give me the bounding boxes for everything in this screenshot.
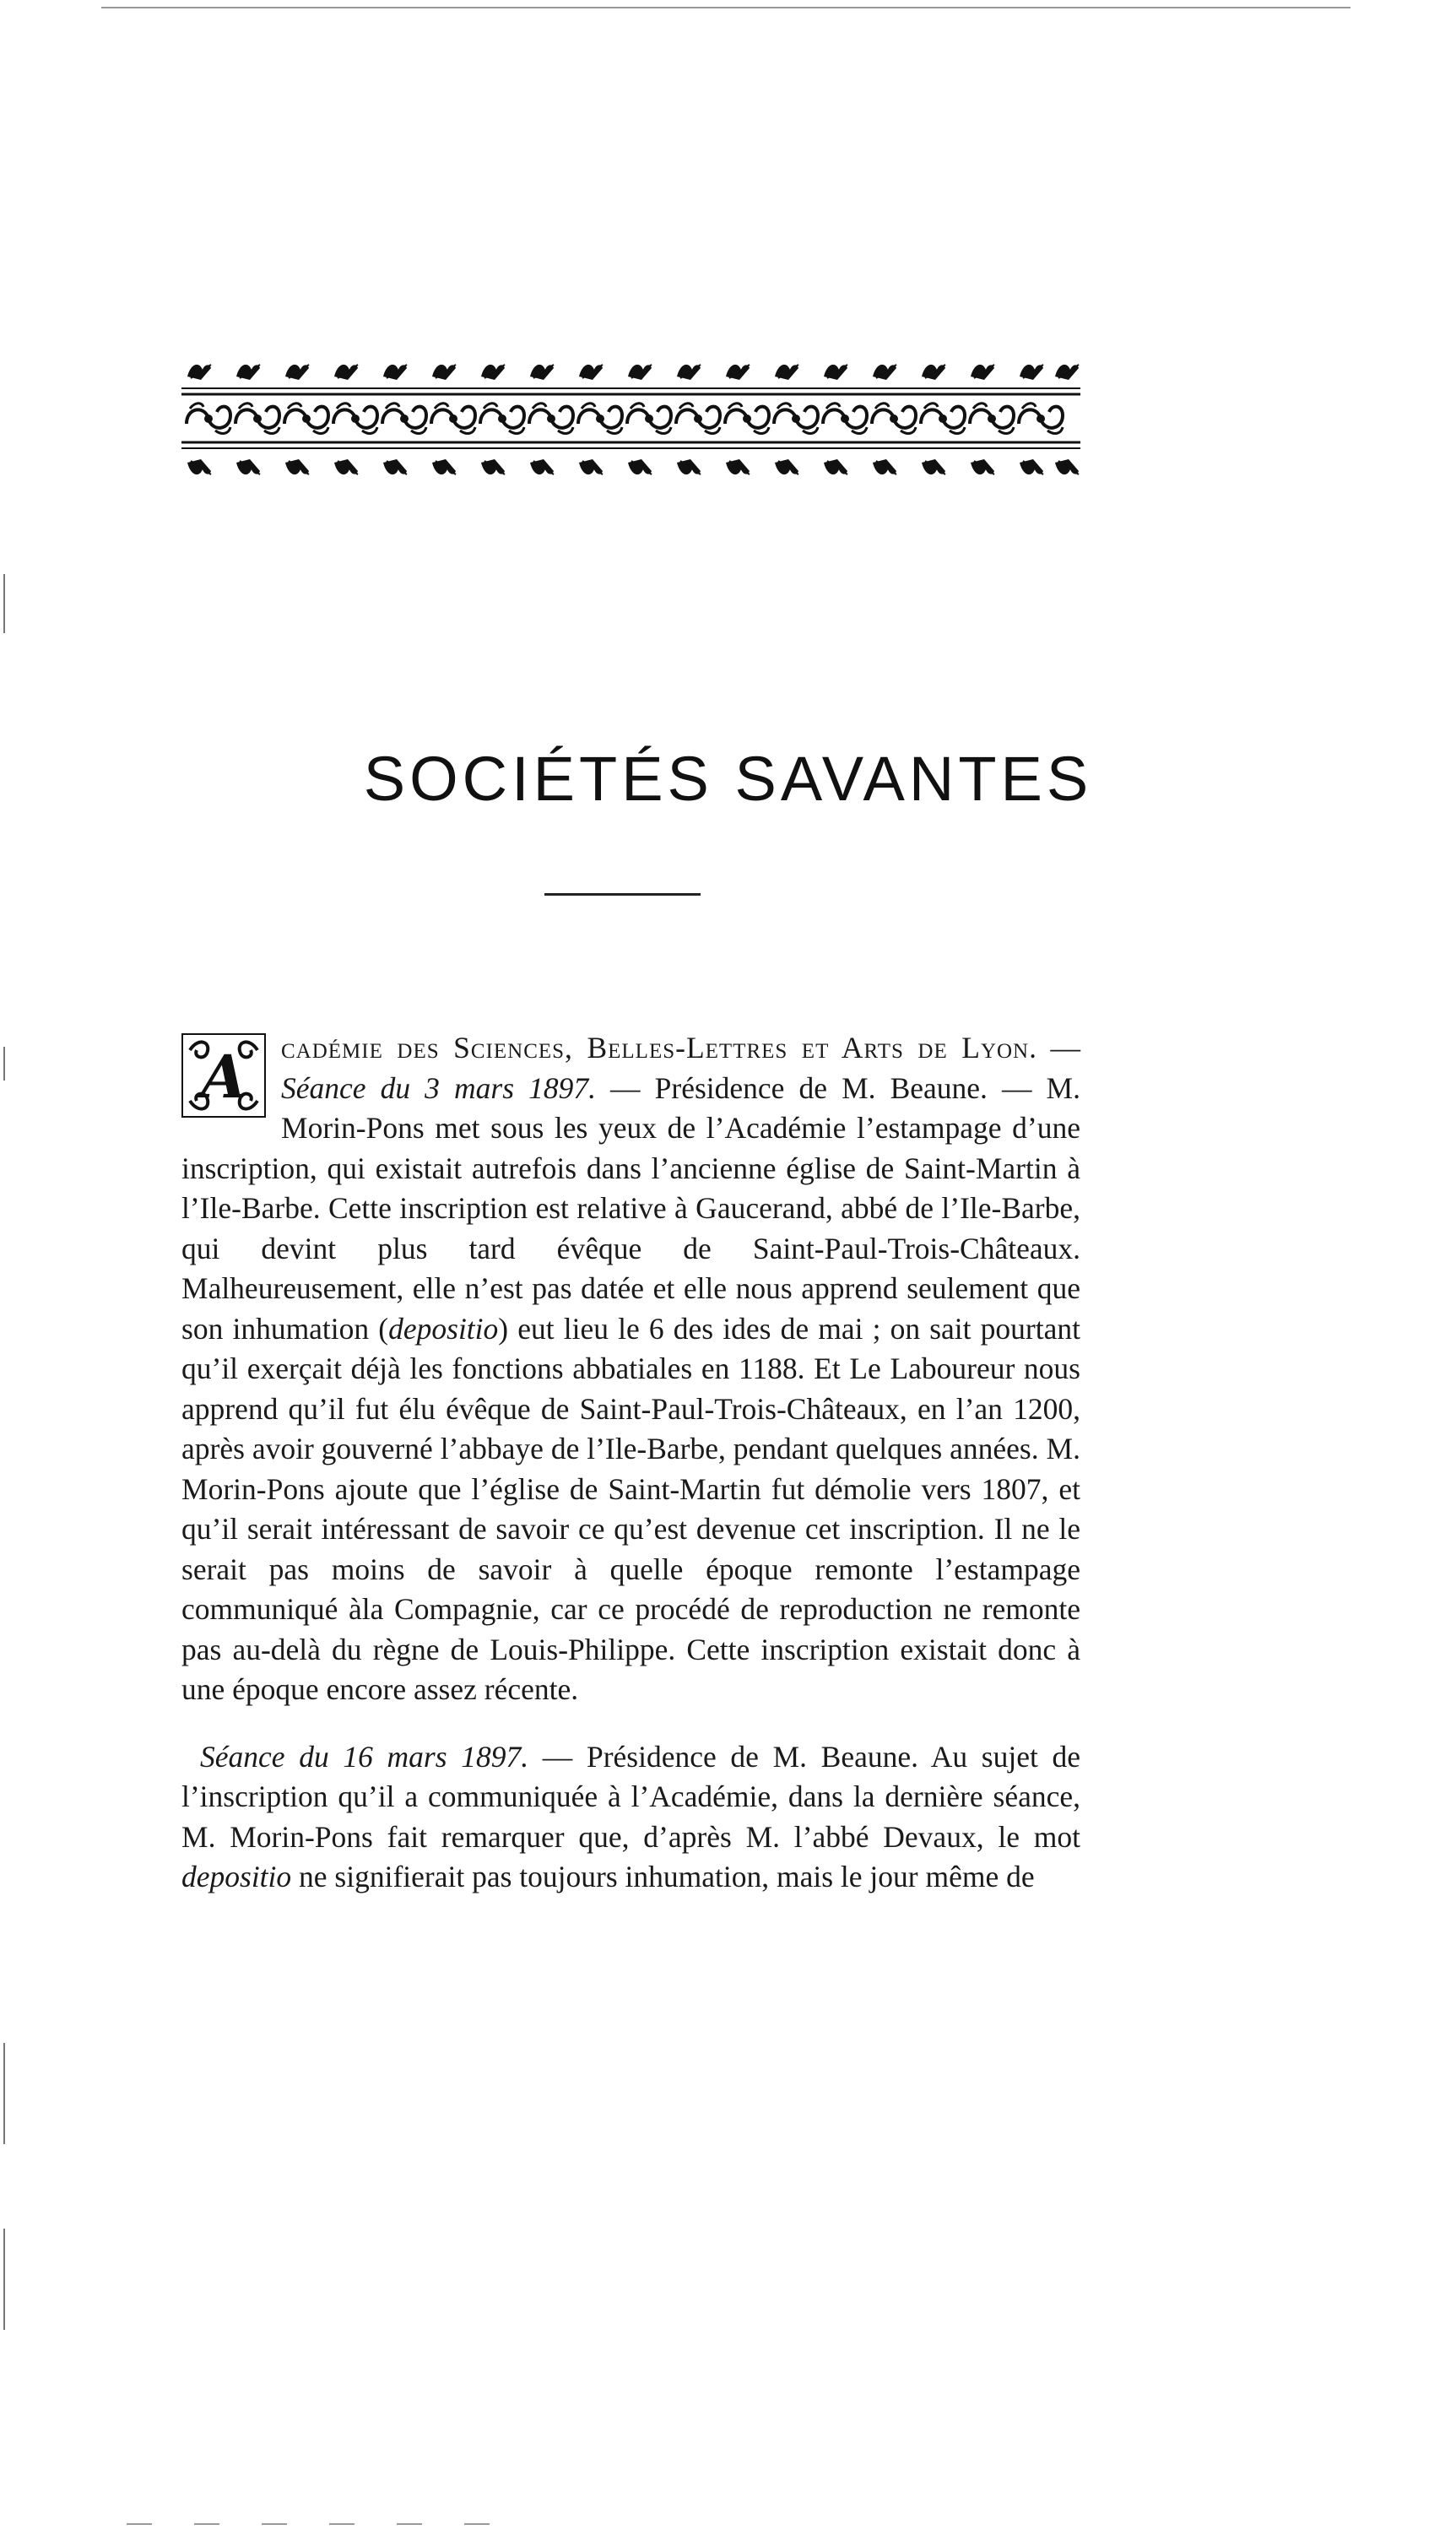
academy-heading: cadémie des Sciences, Belles-Lettres et Arts de Lyon. — [281, 1031, 1037, 1064]
left-edge-mark — [3, 574, 5, 633]
dropcap-glyph: A — [200, 1042, 247, 1112]
article-body — [181, 1028, 1080, 1898]
scan-edge-line — [101, 7, 1350, 8]
left-edge-mark — [3, 2043, 5, 2144]
session-2-date: Séance du 16 mars 1897. — [200, 1739, 529, 1774]
heading-dash: — — [1037, 1031, 1081, 1064]
headband-bottom-leaves — [187, 459, 1079, 474]
scan-footer-marks — [127, 2522, 549, 2526]
ornamental-headband — [181, 355, 1080, 490]
left-edge-mark — [3, 2229, 5, 2330]
headband-top-leaves — [187, 365, 1079, 380]
depositio-term-2: depositio — [181, 1860, 292, 1893]
title-divider — [544, 893, 701, 896]
page-title: SOCIÉTÉS SAVANTES — [363, 744, 1093, 814]
ornate-dropcap-letter — [181, 1033, 266, 1118]
session-2-text: ne signifierait pas toujours inhumation, mais le jour même de — [291, 1860, 1035, 1893]
session-1-date: Séance du 3 mars 1897. — [281, 1070, 596, 1105]
session-1-text: ) eut lieu le 6 des ides de mai ; on sait pourtant qu’il exerçait déjà les fonctions abbatiales en 1188. Et Le Laboureur nous apprend qu’il fut élu évêque de Saint-Paul-Trois-Châteaux, en l’an 1200, après avoir gouverné l’abbaye de l’Ile-Barbe, pendant quelques années. M. Morin-Pons ajoute que l’église de Saint-Martin fut démolie vers 1807, et qu’il serait intéressant de savoir ce qu’est devenue cet inscription. Il ne le serait pas moins de savoir à quelle époque remonte l’estampage communiqué àla Compagnie, car ce procédé de reproduction ne remonte pas au-delà du règne de Louis-Philippe. Cette inscription existait donc à une époque encore assez récente. — [181, 1311, 1080, 1706]
depositio-term-1: depositio — [388, 1311, 499, 1346]
headband-scroll-frieze — [187, 404, 1063, 434]
left-edge-mark — [3, 1047, 5, 1081]
paragraph-session-1 — [181, 1028, 1080, 1710]
session-1-intro: — Présidence de M. Beaune. — M. Morin-Pons met sous les yeux de l’Académie l’estampage d’une inscription, qui existait autrefois dans l’ancienne église de Saint-Martin à l’Ile-Barbe. Cette inscription est relative à Gaucerand, abbé de l’Ile-Barbe, qui devint plus tard évêque de Saint-Paul-Trois-Châteaux. Malheureusement, elle n’est pas datée et elle nous apprend seulement que son inhumation ( — [181, 1070, 1081, 1346]
paragraph-session-2 — [181, 1737, 1080, 1898]
session-2-intro: — Présidence de M. Beaune. Au sujet de l’inscription qu’il a communiquée à l’Académie, dans la dernière séance, M. Morin-Pons fait remarquer que, d’après M. l’abbé Devaux, le mot — [181, 1739, 1080, 1854]
